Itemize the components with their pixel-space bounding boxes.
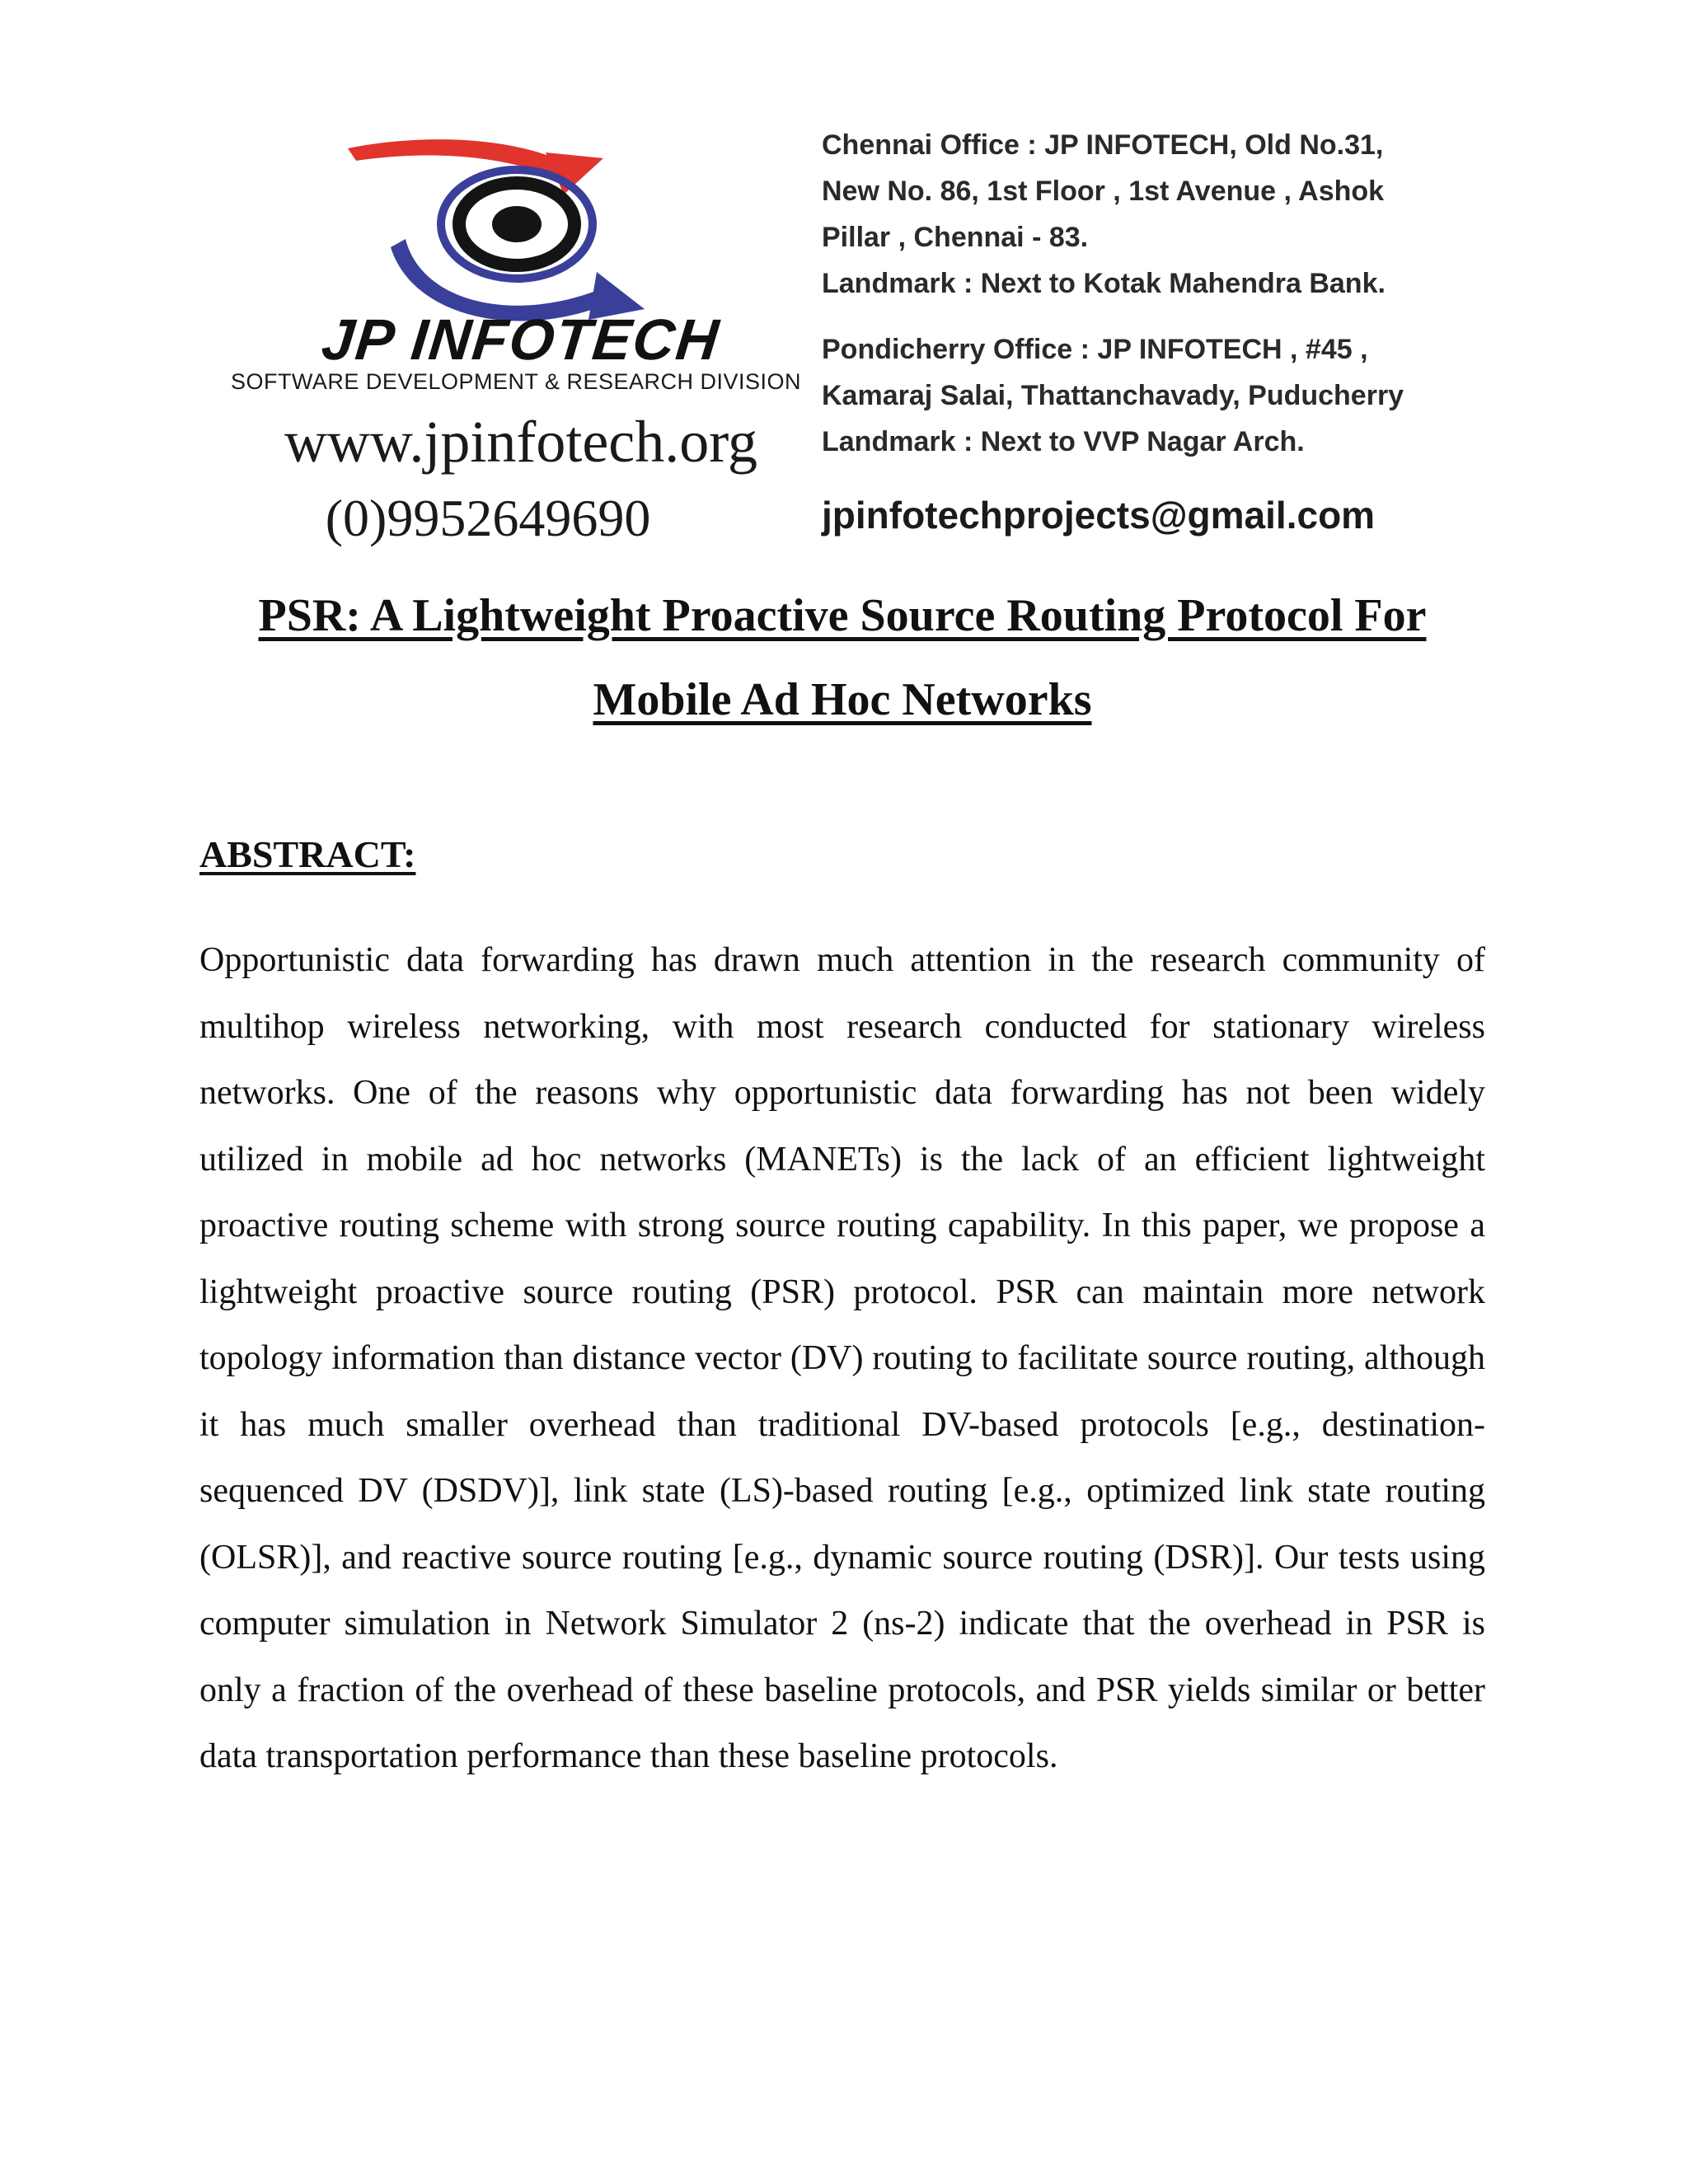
chennai-landmark: Landmark : Next to Kotak Mahendra Bank. bbox=[822, 268, 1386, 299]
abstract-text: Opportunistic data forwarding has drawn much attention in the research community of multihop wireless networking, with most research conducted for stationary wireless networks. One of the reasons why opportunistic data forwarding has not been widely utilized in mobile ad hoc networks (MANETs) is the lack of an efficient lightweight proactive routing scheme with strong source routing capability. In this paper, we propose a lightweight proactive source routing (PSR) protocol. PSR can maintain more network topology information than distance vector (DV) routing to facilitate source routing, although it has much smaller overhead than traditional DV-based protocols [e.g., destination-sequenced DV (DSDV)], link state (LS)-based routing [e.g., optimized link state routing (OLSR)], and reactive source routing [e.g., dynamic source routing (DSR)]. Our tests using computer simulation in Network Simulator 2 (ns-2) indicate that the overhead in PSR is only a fraction of the overhead of these baseline protocols, and PSR yields similar or better data transportation performance than these baseline protocols. bbox=[199, 941, 1485, 1775]
chennai-address-line: Chennai Office : JP INFOTECH, Old No.31, bbox=[822, 129, 1384, 161]
pondicherry-address-line: Kamaraj Salai, Thattanchavady, Puducherry bbox=[822, 380, 1404, 411]
brand-name: JP INFOTECH bbox=[318, 307, 724, 372]
paper-title bbox=[199, 574, 1485, 742]
office-addresses bbox=[822, 122, 1481, 465]
contact-email[interactable]: jpinfotechprojects@gmail.com bbox=[822, 494, 1376, 537]
chennai-address-line: New No. 86, 1st Floor , 1st Avenue , Ashok bbox=[822, 176, 1385, 207]
division-tagline: SOFTWARE DEVELOPMENT & RESEARCH DIVISION bbox=[230, 369, 802, 394]
phone-number: (0)9952649690 bbox=[325, 489, 651, 547]
pondicherry-landmark: Landmark : Next to VVP Nagar Arch. bbox=[822, 426, 1305, 457]
abstract-heading: ABSTRACT: bbox=[199, 833, 416, 875]
pondicherry-address-line: Pondicherry Office : JP INFOTECH , #45 , bbox=[822, 334, 1368, 365]
paper-title-line: Mobile Ad Hoc Networks bbox=[593, 674, 1092, 725]
address-spacer bbox=[822, 307, 1481, 326]
paper-title-line: PSR: A Lightweight Proactive Source Routing Protocol For bbox=[258, 590, 1427, 641]
header-banner bbox=[199, 99, 1485, 577]
website-link[interactable]: www.jpinfotech.org bbox=[284, 409, 757, 475]
chennai-address-line: Pillar , Chennai - 83. bbox=[822, 222, 1089, 253]
